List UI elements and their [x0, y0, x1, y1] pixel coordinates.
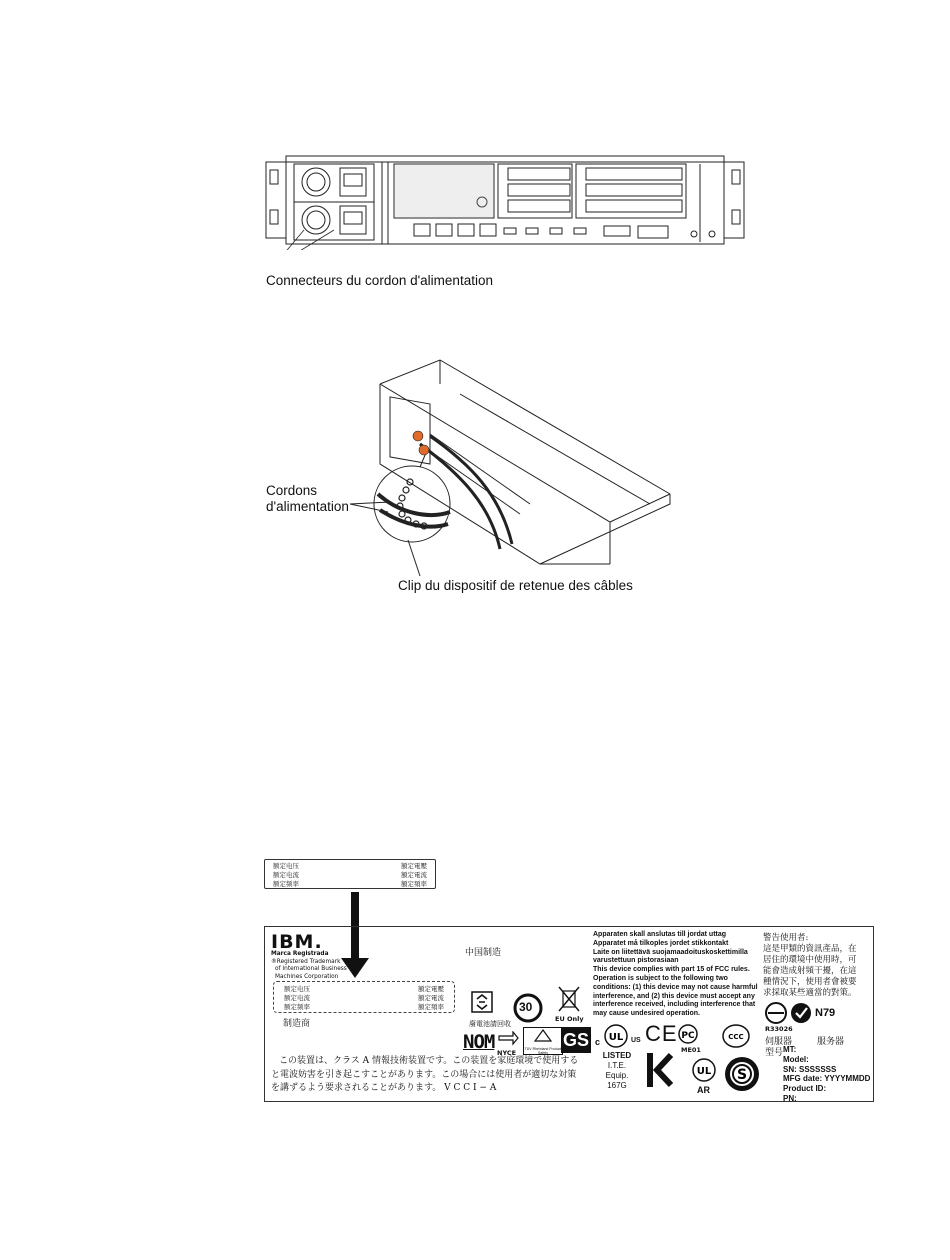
- ul-c-label: c: [595, 1037, 601, 1047]
- power-cord-figure: [260, 354, 680, 584]
- pct-icon: [677, 1023, 707, 1045]
- ar-label: AR: [697, 1085, 710, 1095]
- taiwan-warning: 警告使用者: 這是甲類的資訊產品，在 居住的環境中使用時，可 能會造成射頻干擾，在這 種情況下，使用者會被要 求採取某些適當的對策。: [763, 933, 857, 998]
- svg-text:UL: UL: [608, 1032, 624, 1043]
- rating-box: [264, 859, 436, 889]
- ul-us-label: US: [631, 1037, 641, 1044]
- inner-rating-row: 额定电压 額定電壓: [284, 985, 444, 993]
- made-in-china: 中国制造: [465, 948, 502, 958]
- inner-rating-row: 额定频率 額定頻率: [284, 1003, 444, 1011]
- server-zh-trad: 伺服器: [765, 1037, 793, 1047]
- battery-recycle-label: 廢電池請回收: [469, 1020, 511, 1028]
- connector-highlight-upper: [413, 431, 423, 441]
- manufacturer-label: 制造商: [283, 1019, 311, 1029]
- safety-s-icon: [723, 1055, 761, 1093]
- ul-ar-icon: [691, 1057, 717, 1083]
- product-fields: MT: Model: SN: SSSSSSS MFG date: YYYYMMDD Product ID: PN:: [783, 1045, 871, 1103]
- inner-rating-row: 额定电流 額定電流: [284, 994, 444, 1002]
- model-label-zh: 型号: [765, 1048, 784, 1058]
- svg-text:UL: UL: [696, 1066, 712, 1077]
- recycle-icon: [471, 991, 493, 1013]
- ibm-logo: IBM.: [271, 931, 323, 953]
- server-rear-illustration: [264, 150, 748, 250]
- epup-years: 30: [519, 1000, 533, 1014]
- server-zh-simp: 服务器: [817, 1037, 845, 1047]
- ul-listing-block: LISTED I.T.E. Equip. 167G: [602, 1051, 632, 1090]
- kc-icon: [645, 1051, 675, 1089]
- tuv-gs-mark: TÜV Rheinland Product Safety: [523, 1027, 563, 1055]
- compliance-text: Apparaten skall anslutas till jordat uttag Apparatet må tilkoples jordet stikkontakt Laite on liitettävä suojamaadoituskoskettimilla varustettuun pistorasiaan This device complies with part 15 of FCC rules. Operation is subject to the following two conditions: (1) this device may not cause harmful interference, and (2) this device must accept any interference received, including interference that may cause undesired operation.: [593, 931, 758, 1018]
- rating-row: 额定频率 額定頻率: [273, 880, 427, 888]
- ul-icon: [603, 1023, 629, 1049]
- warning-triangle-icon: [524, 1028, 562, 1042]
- nom-mark: NOM: [463, 1031, 495, 1053]
- svg-text:CCC: CCC: [728, 1033, 744, 1041]
- clip-callout: Clip du dispositif de retenue des câbles: [398, 578, 633, 593]
- eu-only-label: EU Only: [555, 1015, 584, 1023]
- r-code: R33026: [765, 1025, 793, 1033]
- svg-text:S: S: [736, 1067, 748, 1083]
- rating-row: 额定电流 額定電流: [273, 871, 427, 879]
- nyce-label: NYCE: [497, 1049, 517, 1057]
- power-cord-illustration: [260, 354, 680, 584]
- vcci-statement: この装置は、クラス A 情報技術装置です。この装置を家庭環境で使用する と電波妨害を引き起こすことがあります。この場合には使用者が適切な対策 を講ずるよう要求されることがあります。 V C C I − A: [271, 1056, 579, 1093]
- cords-callout: Cordons d'alimentation: [266, 483, 349, 514]
- gs-mark: GS: [561, 1027, 591, 1053]
- inner-rating-box: [273, 981, 455, 1013]
- server-rear-figure: [264, 150, 748, 250]
- product-label: [264, 926, 874, 1102]
- ccc-icon: [721, 1023, 751, 1049]
- svg-text:PC: PC: [681, 1031, 695, 1041]
- weee-bin-icon: [557, 985, 581, 1013]
- rating-row: 额定电压 額定電壓: [273, 862, 427, 870]
- connector-highlight-lower: [419, 445, 429, 455]
- me01-label: ME01: [681, 1046, 701, 1054]
- n79-label: N79: [815, 1007, 836, 1019]
- ce-mark: CE: [645, 1021, 678, 1046]
- ctick-icons: [765, 1001, 813, 1025]
- figure1-caption: Connecteurs du cordon d'alimentation: [266, 273, 493, 288]
- nyce-icon: [497, 1031, 519, 1049]
- trademark-block: Marca Registrada ®Registered Trademark of International Business Machines Corporation: [271, 951, 347, 980]
